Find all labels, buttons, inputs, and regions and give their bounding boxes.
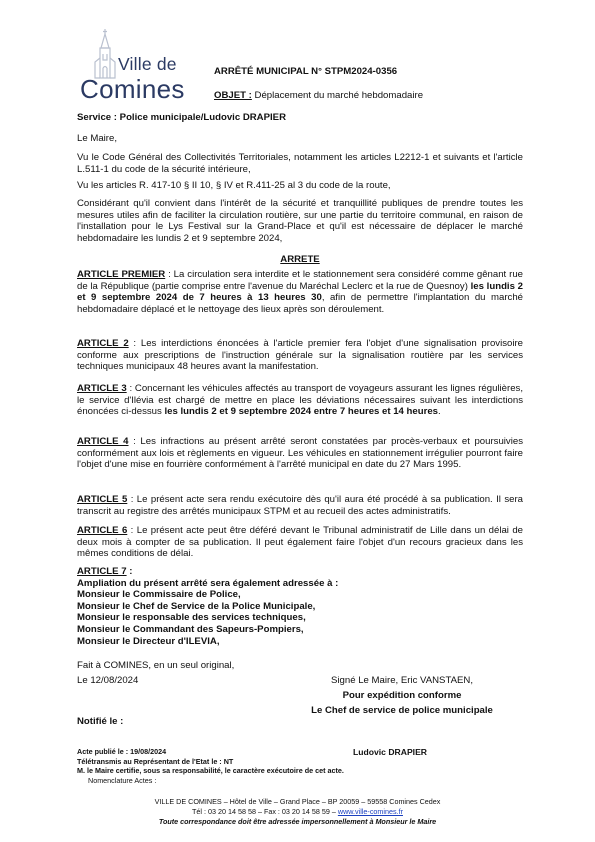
article-1-text: : La circulation sera interdite et le stationnement sera considéré comme gênant rue de la République (partie comprise entre l'avenue du Maréchal Leclerc et la rue de Quesnoy) (77, 269, 523, 292)
recipient-item: Monsieur le Commissaire de Police, (77, 589, 241, 601)
pour-expedition: Pour expédition conforme (342, 690, 462, 701)
article-4 (77, 436, 523, 471)
article-4-label: ARTICLE 4 (77, 436, 129, 447)
teletransmis: Télétransmis au Représentant de l'Etat le : NT (77, 756, 234, 766)
recipient-item: Monsieur le responsable des services techniques, (77, 612, 306, 624)
article-7-colon: : (126, 566, 133, 577)
church-icon (92, 28, 118, 80)
chef-de-service: Le Chef de service de police municipale (311, 705, 493, 716)
vu-paragraph-1: Vu le Code Général des Collectivités Territoriales, notamment les articles L2212-1 et suivants et l'article L.511-1 du code de la sécurité intérieure, (77, 152, 523, 175)
article-2-label: ARTICLE 2 (77, 338, 129, 349)
footer-address: VILLE DE COMINES – Hôtel de Ville – Grand Place – BP 20059 – 59558 Comines Cedex (154, 797, 441, 806)
article-2 (77, 338, 523, 373)
page-footer (0, 797, 595, 827)
footer-correspondance: Toute correspondance doit être adressée impersonnellement à Monsieur le Maire (158, 817, 437, 826)
logo-ville-text: Ville de (118, 54, 177, 74)
article-5-text: : Le présent acte sera rendu exécutoire dès qu'il aura été procédé à sa publication. Il sera transcrit au registre des arrêtés municipaux STPM et au recueil des actes administratifs. (77, 494, 523, 517)
article-3-text: : Concernant les véhicules affectés au transport de voyageurs assurant les lignes régulières, le service d'Ilévia est chargé de mettre en place les déviations nécessaires suivant les interdictions énoncées ci-dessus (77, 383, 524, 418)
acte-publie: Acte publié le : 19/08/2024 (77, 747, 167, 756)
article-6 (77, 525, 523, 560)
article-6-label: ARTICLE 6 (77, 525, 128, 536)
article-1-bold: les lundis 2 et 9 septembre 2024 de 7 heures à 13 heures 30 (77, 280, 523, 304)
considerant-paragraph: Considérant qu'il convient dans l'intérêt de la sécurité et tranquillité publiques de prendre toutes les mesures utiles afin de faciliter la circulation routière, sur une partie du territoire communal, en raison de l'installation pour le Lys Festival sur la Grand-Place et qu'il est nécessaire de déplacer le marché hebdomadaire les lundis 2 et 9 septembre 2024, (77, 198, 523, 244)
arrete-title: ARRÊTÉ MUNICIPAL N° STPM2024-0356 (214, 66, 398, 77)
article-3 (77, 383, 523, 418)
article-1-label: ARTICLE PREMIER (77, 269, 166, 280)
article-7 (77, 566, 523, 647)
vu-paragraph-2: Vu les articles R. 417-10 § II 10, § IV et R.411-25 al 3 du code de la route, (77, 180, 391, 191)
recipient-item: Monsieur le Commandant des Sapeurs-Pompiers, (77, 623, 304, 635)
article-5 (77, 494, 523, 517)
city-logo (80, 28, 200, 106)
article-5-label: ARTICLE 5 (77, 494, 128, 505)
footer-contact (0, 807, 595, 817)
le-maire: Le Maire, (77, 133, 117, 144)
ampliation-line: Ampliation du présent arrêté sera également adressée à : (77, 577, 339, 589)
logo-comines-text: Comines (80, 74, 185, 104)
article-4-text: : Les infractions au présent arrêté seront constatées par procès-verbaux et poursuivies conformément aux lois et règlements en vigueur. Les véhicules en stationnement irrégulier pourront faire l'objet d'une mise en fourrière conformément à l'arrêté municipal en date du 27 Mars 1995. (77, 436, 523, 471)
signe-le-maire: Signé Le Maire, Eric VANSTAEN, (331, 675, 473, 686)
publication-meta (77, 747, 344, 785)
article-6-text: : Le présent acte peut être déféré devant le Tribunal administratif de Lille dans un délai de deux mois à compter de sa publication. Il peut également faire l'objet d'un recours gracieux dans les mêmes conditions de délai. (77, 525, 523, 560)
nomenclature: Nomenclature Actes : (88, 775, 157, 785)
objet-text: Déplacement du marché hebdomadaire (251, 90, 424, 101)
notifie-le: Notifié le : (77, 716, 124, 727)
fait-a-comines: Fait à COMINES, en un seul original, (77, 660, 235, 671)
article-3-label: ARTICLE 3 (77, 383, 127, 394)
service-line: Service : Police municipale/Ludovic DRAPIER (77, 112, 286, 123)
article-3-text-end: . (438, 406, 441, 418)
article-1-text-end: , afin de permettre l'implantation du marché hebdomadaire déplacé et le nettoyage des lieux après son déroulement. (77, 292, 523, 315)
website-link[interactable]: www.ville-comines.fr (337, 807, 403, 816)
article-2-text: : Les interdictions énoncées à l'article premier fera l'objet d'une signalisation provisoire conforme aux prescriptions de l'instruction générale sur la signalisation routière par les services techniques municipaux 48 heures avant la manifestation. (77, 338, 523, 373)
certifie: M. le Maire certifie, sous sa responsabilité, le caractère exécutoire de cet acte. (77, 766, 344, 776)
objet-line (214, 90, 423, 101)
article-1 (77, 269, 523, 315)
objet-label: OBJET : (214, 90, 252, 101)
arrete-heading: ARRETE (280, 254, 320, 265)
article-3-bold: les lundis 2 et 9 septembre 2024 entre 7 heures et 14 heures (164, 406, 439, 418)
recipient-item: Monsieur le Chef de Service de la Police Municipale, (77, 600, 316, 612)
article-7-label: ARTICLE 7 (77, 566, 127, 577)
document-date: Le 12/08/2024 (77, 675, 139, 686)
recipient-item: Monsieur le Directeur d'ILEVIA, (77, 635, 220, 647)
recipient-list (77, 589, 523, 647)
footer-phone-fax: Tél : 03 20 14 58 58 – Fax : 03 20 14 58 59 – (192, 807, 338, 816)
signature-block (272, 673, 532, 718)
signataire-name: Ludovic DRAPIER (353, 747, 428, 757)
